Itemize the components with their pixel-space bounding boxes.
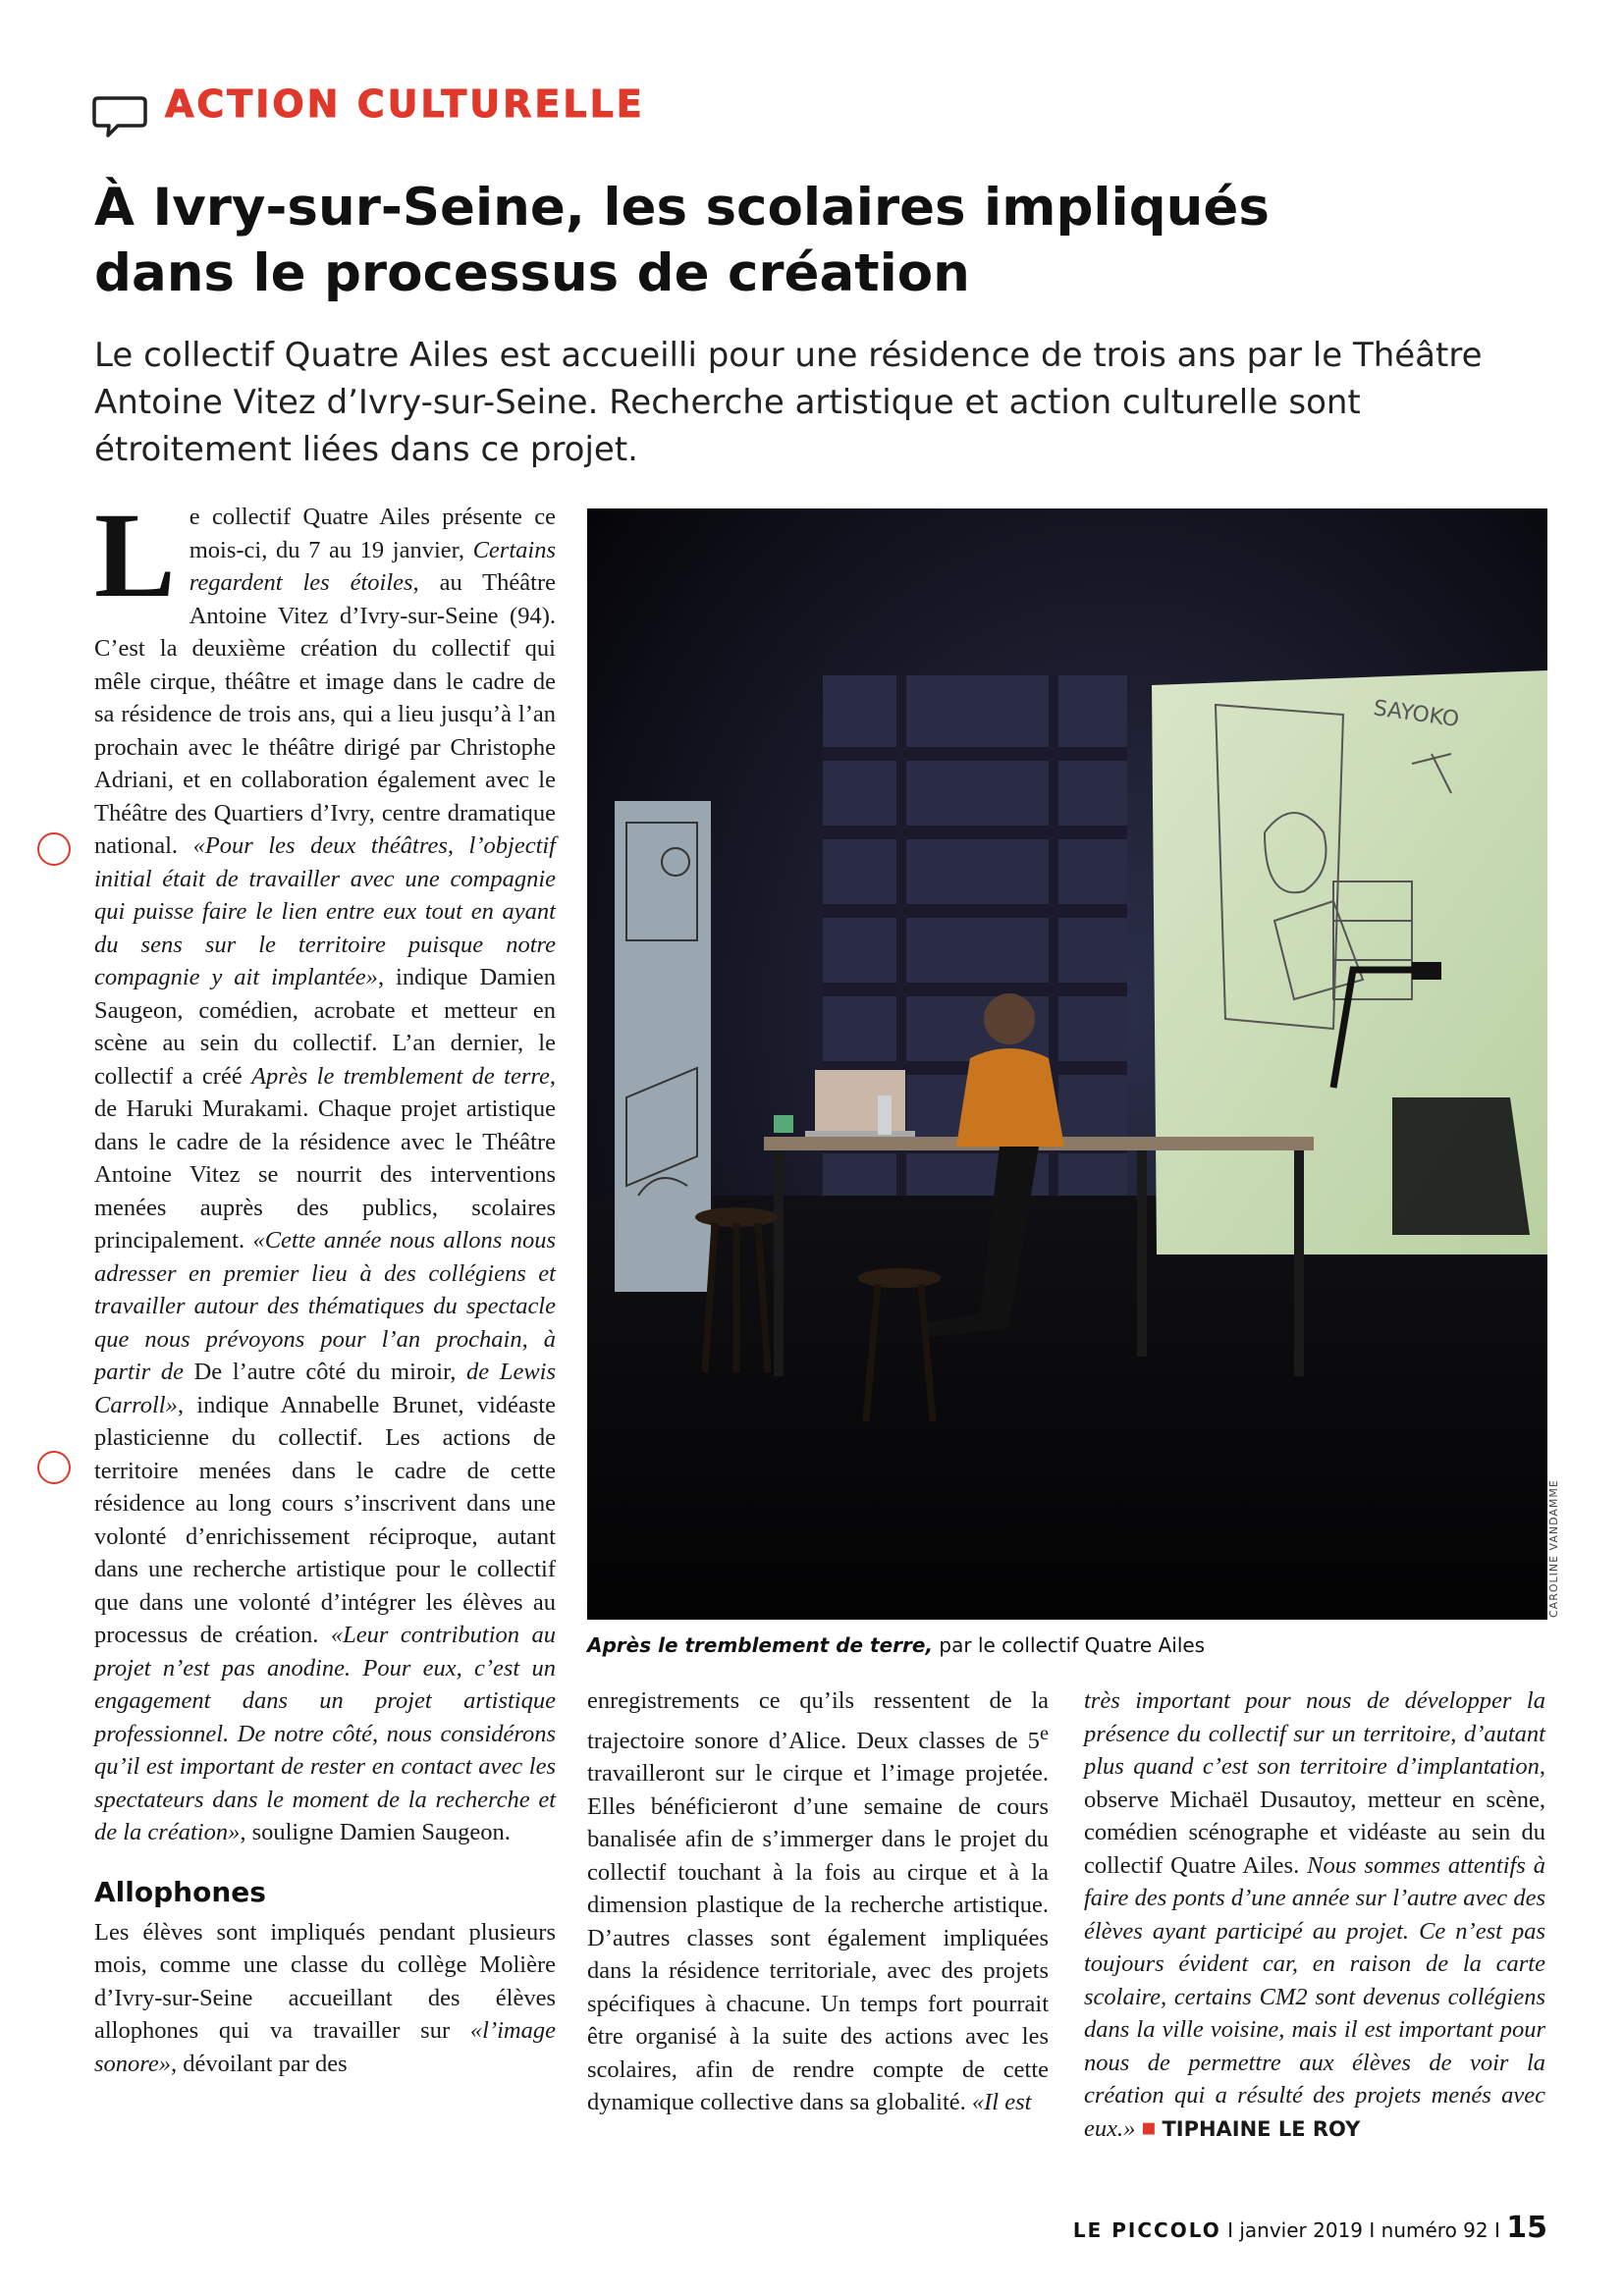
page-footer (982, 2211, 1547, 2245)
end-mark-icon: ■ (1141, 2114, 1157, 2142)
page-number: 15 (1506, 2211, 1547, 2245)
headline (94, 175, 1508, 306)
text-run: , indique Annabelle Brunet, vidéaste plasticienne du collectif. Les actions de territoire menées dans le cadre de cette résidence au long cours s’inscrivent dans une volonté d’enrichissement réciproque, autant dans une recherche artistique pour le collectif que dans une volonté d’intégrer les élèves au processus de création. (94, 1391, 556, 1648)
section-rubric: ACTION CULTURELLE (165, 82, 645, 126)
article-column-1 (94, 488, 557, 2080)
photo-credit: CAROLINE VANDAMME (1547, 1479, 1560, 1618)
issue-date: janvier 2019 (1239, 2218, 1364, 2242)
caption-text: par le collectif Quatre Ailes (933, 1633, 1206, 1657)
text-run: , observe Michaël Dusautoy, metteur en scène, comédien scénographe et vidéaste au sein du collectif Quatre Ailes. (1084, 1753, 1545, 1879)
speech-bubble-icon (92, 94, 147, 139)
italic-run: «Il est (971, 2089, 1032, 2116)
issue-number: numéro 92 (1380, 2218, 1489, 2242)
headline-line-2: dans le processus de création (94, 243, 970, 303)
text-run: , souligne Damien Saugeon. (240, 1819, 511, 1845)
superscript: e (1039, 1722, 1049, 1744)
article-column-3 (1084, 1684, 1545, 2146)
text-run: enregistrements ce qu’ils ressentent de la trajectoire sonore d’Alice. Deux classes de 5 (587, 1687, 1049, 1754)
headline-line-1: À Ivry-sur-Seine, les scolaires impliqués (94, 178, 1270, 238)
article-column-2 (587, 1684, 1049, 2119)
text-run: , au Théâtre Antoine Vitez d’Ivry-sur-Seine (94). C’est la deuxième création du collectif qui mêle cirque, théâtre et image dans le cadre de sa résidence de trois ans, qui a lieu jusqu’à l’an prochain avec le théâtre dirigé par Christophe Adriani, et en collaboration également avec le Théâtre des Quartiers d’Ivry, centre dramatique national. (94, 569, 556, 859)
italic-run: Après le tremblement de terre (251, 1062, 550, 1090)
caption-title: Après le tremblement de terre, (587, 1633, 934, 1657)
text-run: , de Haruki Murakami. Chaque projet artistique dans le cadre de la résidence avec le Théâtre Antoine Vitez se nourrit des interventions menées auprès des publics, scolaires principalement. (94, 1062, 557, 1254)
italic-run: «Cette année nous allons nous adresser en premier lieu à des collégiens et travailler autour des thématiques du spectacle que nous prévoyons pour l’an prochain, à partir de (94, 1227, 556, 1385)
text-run: travailleront sur le cirque et l’image projetée. Elles bénéficieront d’une semaine de cours banalisée afin de s’immerger dans le projet du collectif touchant à la fois au cirque et à la dimension plastique de la recherche artistique. D’autres classes sont également impliquées dans la résidence territoriale, avec des projets spécifiques à chacune. Un temps fort pourrait être organisé à la suite des actions avec les scolaires, afin de rendre compte de cette dynamique collective dans sa globalité. (587, 1760, 1049, 2116)
italic-run: «Leur contribution au projet n’est pas anodine. Pour eux, c’est un engagement dans un projet artistique professionnel. De notre côté, nous considérons qu’il est important de rester en contact avec les spectateurs dans le moment de la recherche et de la création» (94, 1622, 556, 1845)
text-run: e collectif Quatre Ailes présente ce mois-ci, du 7 au 19 janvier, (189, 504, 556, 563)
italic-run: «l’image sonore» (94, 2017, 556, 2077)
separator: I (1363, 2218, 1381, 2242)
text-run: , indique Damien Saugeon, comédien, acrobate et metteur en scène au sein du collectif. L’an dernier, le collectif a créé (94, 964, 556, 1090)
paragraph (1084, 1684, 1545, 2146)
subheading: Allophones (94, 1875, 266, 1908)
separator: I (1220, 2218, 1240, 2242)
text-run: De l’autre côté du miroir, (193, 1359, 467, 1385)
margin-circle (37, 1451, 71, 1484)
separator: I (1488, 2218, 1507, 2242)
italic-run: «Pour les deux théâtres, l’objectif initial était de travailler avec une compagnie qui puisse faire le lien entre eux tout en ayant du sens sur le territoire puisque notre compagnie y ait implantée» (94, 832, 556, 990)
paragraph (94, 488, 557, 1849)
italic-run: Nous sommes attentifs à faire des ponts d’une année sur l’autre avec des élèves ayant participé au projet. Ce n’est pas toujours évident car, en raison de la carte scolaire, certains CM2 sont devenus collégiens dans la ville voisine, mais il est important pour nous de permettre aux élèves de voir la création qui a résulté des projets menés avec eux.» (1084, 1851, 1545, 2142)
magazine-name: LE PICCOLO (1072, 2218, 1221, 2242)
stage-photo (587, 508, 1547, 1620)
italic-run: Certains regardent les étoiles (189, 536, 556, 596)
paragraph (94, 1916, 556, 2081)
italic-run: très important pour nous de développer la présence du collectif sur un territoire, d’autant plus quand c’est son territoire d’implantation (1084, 1687, 1545, 1780)
author-signature: TIPHAINE LE ROY (1162, 2116, 1361, 2141)
margin-circle (37, 832, 71, 866)
italic-run: de Lewis Carroll» (94, 1359, 557, 1418)
standfirst: Le collectif Quatre Ailes est accueilli pour une résidence de trois ans par le Théâtre Antoine Vitez d’Ivry-sur-Seine. Recherche artistique et action culturelle sont étroitement liées dans ce projet. (94, 336, 1483, 469)
text-run: Les élèves sont impliqués pendant plusieurs mois, comme une classe du collège Molière d’Ivry-sur-Seine accueillant des élèves allophones qui va travailler sur (94, 1918, 556, 2044)
drop-cap: L (94, 488, 176, 622)
text-run: , dévoilant par des (171, 2050, 348, 2077)
paragraph (587, 1684, 1049, 2119)
screen-handwriting: SAYOKO (1372, 696, 1461, 733)
photo-caption (587, 1633, 1547, 1657)
